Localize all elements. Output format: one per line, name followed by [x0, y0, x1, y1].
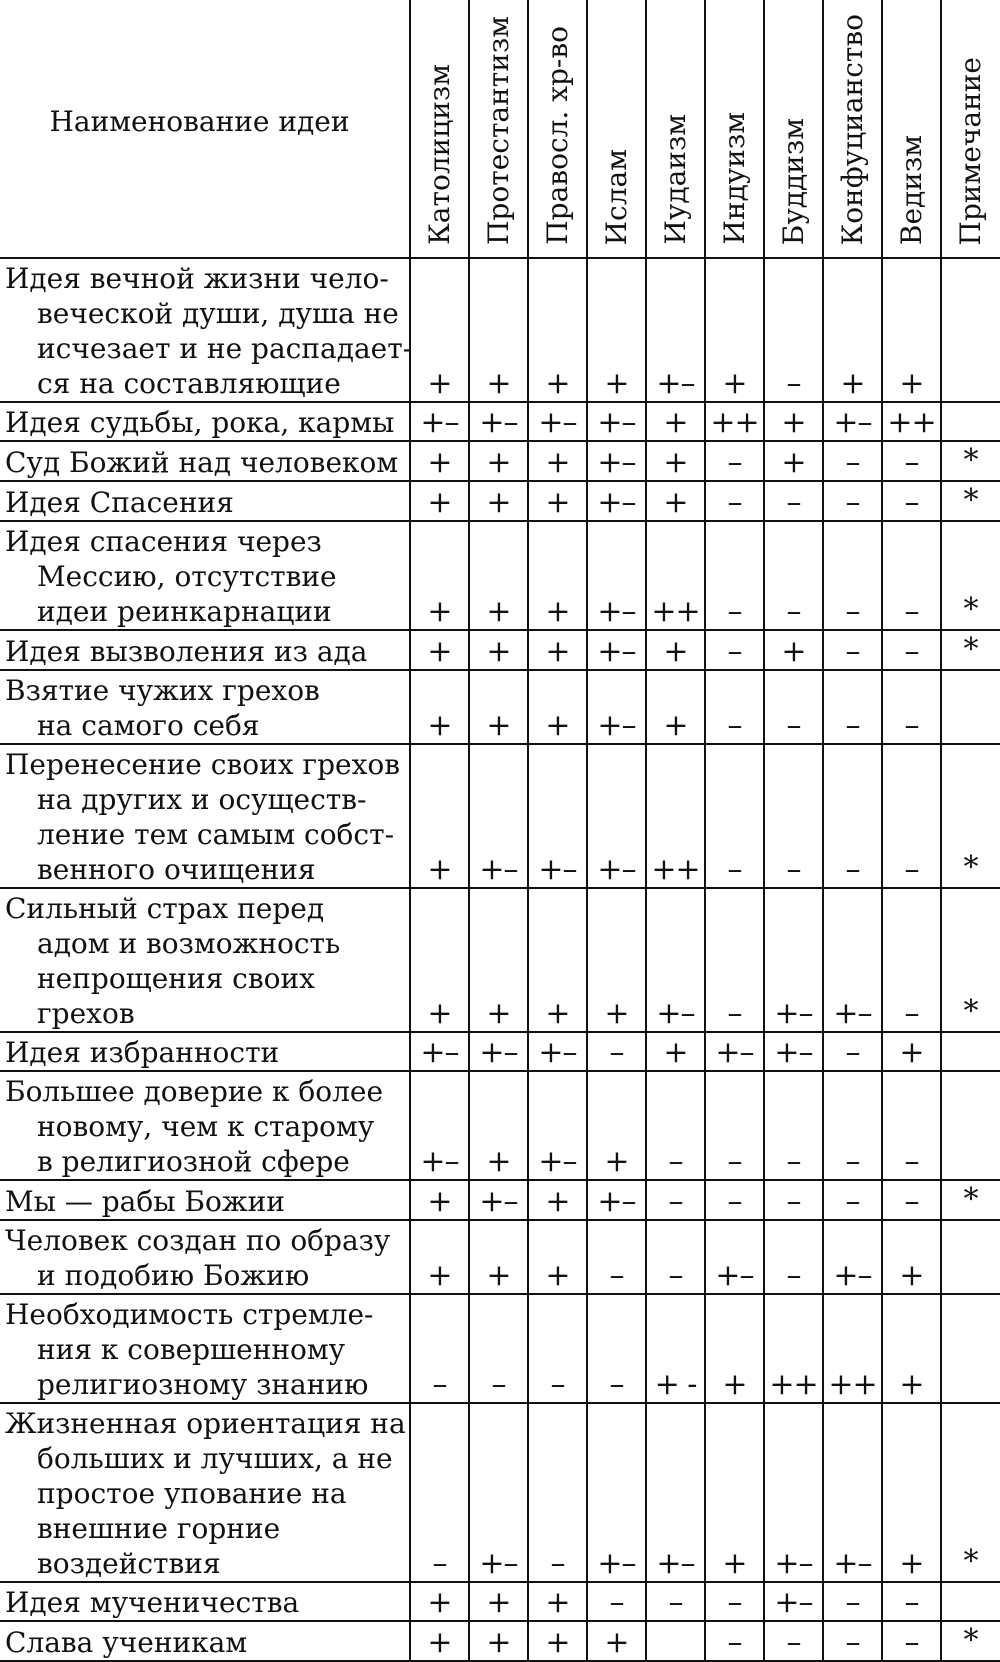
idea-name-line: религиозному знанию: [37, 1368, 369, 1401]
mark-cell: +–: [587, 670, 646, 744]
mark-cell: –: [646, 1220, 705, 1294]
mark-cell: –: [882, 744, 941, 888]
idea-name-cell: [0, 888, 410, 1032]
mark-cell: –: [882, 888, 941, 1032]
mark-cell: –: [764, 670, 823, 744]
mark-cell: –: [882, 521, 941, 630]
mark-cell: +: [469, 521, 528, 630]
mark-cell: –: [410, 1294, 469, 1403]
mark-cell: ++: [882, 402, 941, 441]
idea-name-line: Большее доверие к более: [5, 1075, 384, 1108]
mark-cell: +: [528, 258, 587, 402]
mark-cell: –: [764, 1621, 823, 1661]
idea-name-line: в религиозной сфере: [37, 1145, 350, 1178]
column-header-label: Ислам: [599, 148, 633, 245]
mark-cell: +: [705, 1294, 764, 1403]
column-header-orthodoxy: [528, 0, 587, 258]
mark-cell: +–: [764, 1032, 823, 1071]
idea-name-line: Мессию, отсутствие: [37, 560, 337, 593]
mark-cell: –: [823, 441, 882, 481]
idea-name-line: непрощения своих: [37, 962, 315, 995]
mark-cell: +: [764, 441, 823, 481]
mark-cell: +: [587, 888, 646, 1032]
mark-cell: +: [410, 630, 469, 670]
column-header-buddhism: [764, 0, 823, 258]
idea-name-line: Жизненная ориентация на: [5, 1407, 406, 1440]
table-row: [0, 441, 1000, 481]
mark-cell: +–: [705, 1032, 764, 1071]
idea-name-header: Наименование идеи: [0, 0, 410, 258]
mark-cell: +–: [587, 1403, 646, 1582]
note-cell: *: [941, 521, 1000, 630]
mark-cell: +: [528, 888, 587, 1032]
column-header-label: Протестантизм: [481, 16, 515, 245]
mark-cell: +–: [705, 1220, 764, 1294]
table-row: [0, 521, 1000, 630]
idea-name-line: грехов: [37, 997, 135, 1030]
column-header-hinduism: [705, 0, 764, 258]
mark-cell: +: [410, 1220, 469, 1294]
column-header-note: [941, 0, 1000, 258]
mark-cell: –: [823, 481, 882, 521]
idea-name-line: Идея спасения через: [5, 525, 322, 558]
mark-cell: +: [646, 670, 705, 744]
idea-name-line: Идея вечной жизни чело-: [5, 262, 389, 295]
mark-cell: +: [528, 1621, 587, 1661]
mark-cell: +–: [587, 630, 646, 670]
mark-cell: +–: [764, 888, 823, 1032]
mark-cell: +: [469, 630, 528, 670]
mark-cell: +: [528, 1180, 587, 1220]
mark-cell: +: [528, 481, 587, 521]
idea-name-line: простое упование на: [37, 1477, 347, 1510]
mark-cell: +: [469, 1220, 528, 1294]
mark-cell: +: [410, 670, 469, 744]
idea-name-cell: [0, 258, 413, 402]
header-row: [0, 0, 1000, 258]
mark-cell: +: [410, 744, 469, 888]
mark-cell: +–: [410, 1071, 469, 1180]
mark-cell: –: [528, 1403, 587, 1582]
idea-name-line: на самого себя: [37, 709, 260, 742]
idea-name-line: на других и осуществ-: [37, 783, 367, 816]
mark-cell: +: [764, 402, 823, 441]
idea-name-line: ния к совершенному: [37, 1333, 346, 1366]
mark-cell: +: [587, 258, 646, 402]
mark-cell: –: [882, 1071, 941, 1180]
idea-name-cell: [0, 441, 410, 481]
mark-cell: –: [587, 1032, 646, 1071]
mark-cell: +–: [587, 402, 646, 441]
mark-cell: +: [410, 888, 469, 1032]
mark-cell: +: [646, 402, 705, 441]
idea-name-cell: [0, 630, 410, 670]
note-cell: [941, 1294, 1000, 1403]
mark-cell: +: [528, 441, 587, 481]
mark-cell: +: [528, 1220, 587, 1294]
mark-cell: –: [705, 670, 764, 744]
mark-cell: +–: [469, 1403, 528, 1582]
mark-cell: –: [705, 521, 764, 630]
idea-name-cell: [0, 1621, 410, 1661]
mark-cell: [646, 1621, 705, 1661]
idea-name-cell: [0, 1032, 410, 1071]
idea-name-line: Человек создан по образу: [5, 1224, 391, 1257]
column-header-label: Ведизм: [894, 134, 928, 245]
mark-cell: –: [823, 630, 882, 670]
table-row: [0, 630, 1000, 670]
mark-cell: +: [469, 1582, 528, 1621]
mark-cell: –: [823, 1582, 882, 1621]
mark-cell: –: [882, 1582, 941, 1621]
mark-cell: +–: [469, 402, 528, 441]
mark-cell: –: [823, 521, 882, 630]
mark-cell: +: [528, 670, 587, 744]
mark-cell: +: [705, 1403, 764, 1582]
mark-cell: –: [764, 1180, 823, 1220]
mark-cell: +–: [587, 521, 646, 630]
idea-name-line: венного очищения: [37, 853, 316, 886]
mark-cell: –: [882, 481, 941, 521]
idea-name-line: Перенесение своих грехов: [5, 748, 400, 781]
column-header-islam: [587, 0, 646, 258]
mark-cell: +–: [646, 1403, 705, 1582]
mark-cell: +–: [528, 1032, 587, 1071]
mark-cell: ++: [646, 521, 705, 630]
mark-cell: +–: [764, 1582, 823, 1621]
mark-cell: +–: [469, 1032, 528, 1071]
idea-name-cell: [0, 1403, 410, 1582]
mark-cell: –: [587, 1294, 646, 1403]
mark-cell: +–: [410, 1032, 469, 1071]
mark-cell: +: [469, 258, 528, 402]
idea-name-line: Мы — рабы Божии: [5, 1185, 285, 1218]
note-cell: [941, 1582, 1000, 1621]
column-header-label: Иудаизм: [658, 114, 692, 245]
idea-name-line: Необходимость стремле-: [5, 1298, 374, 1331]
column-header-label: Католицизм: [422, 64, 456, 245]
note-cell: *: [941, 1180, 1000, 1220]
table-row: [0, 670, 1000, 744]
mark-cell: +: [410, 1180, 469, 1220]
mark-cell: –: [764, 1071, 823, 1180]
mark-cell: –: [587, 1582, 646, 1621]
mark-cell: +: [528, 521, 587, 630]
mark-cell: ++: [823, 1294, 882, 1403]
mark-cell: –: [823, 1032, 882, 1071]
note-cell: *: [941, 481, 1000, 521]
mark-cell: +: [646, 630, 705, 670]
mark-cell: –: [528, 1294, 587, 1403]
mark-cell: +: [410, 1621, 469, 1661]
idea-name-line: Слава ученикам: [5, 1626, 248, 1659]
mark-cell: –: [823, 1180, 882, 1220]
mark-cell: +: [646, 481, 705, 521]
idea-name-line: исчезает и не распадает-: [37, 332, 413, 365]
column-header-vedism: [882, 0, 941, 258]
table-row: [0, 1071, 1000, 1180]
mark-cell: +: [469, 1071, 528, 1180]
mark-cell: +: [882, 1294, 941, 1403]
mark-cell: –: [823, 1071, 882, 1180]
idea-name-line: и подобию Божию: [37, 1259, 310, 1292]
idea-name-line: Суд Божий над человеком: [5, 446, 399, 479]
idea-name-line: новому, чем к старому: [37, 1110, 375, 1143]
idea-name-line: внешние горние: [37, 1512, 281, 1545]
mark-cell: +: [587, 1621, 646, 1661]
idea-name-line: Идея судьбы, рока, кармы: [5, 406, 395, 439]
idea-name-cell: [0, 402, 410, 441]
table-row: [0, 1180, 1000, 1220]
idea-name-line: веческой души, душа не: [37, 297, 399, 330]
note-cell: [941, 1032, 1000, 1071]
column-header-catholicism: [410, 0, 469, 258]
idea-name-line: Идея мученичества: [5, 1586, 300, 1619]
table-row: [0, 1403, 1000, 1582]
mark-cell: –: [764, 258, 823, 402]
mark-cell: –: [705, 744, 764, 888]
mark-cell: +: [469, 888, 528, 1032]
mark-cell: +: [882, 258, 941, 402]
note-cell: *: [941, 1621, 1000, 1661]
mark-cell: +–: [823, 888, 882, 1032]
mark-cell: –: [705, 1621, 764, 1661]
mark-cell: ++: [764, 1294, 823, 1403]
idea-name-line: больших и лучших, а не: [37, 1442, 393, 1475]
idea-name-cell: [0, 1220, 410, 1294]
mark-cell: +–: [646, 258, 705, 402]
mark-cell: –: [705, 481, 764, 521]
idea-name-line: Идея избранности: [5, 1036, 280, 1069]
table-row: [0, 258, 1000, 402]
mark-cell: –: [705, 441, 764, 481]
mark-cell: –: [823, 744, 882, 888]
idea-name-cell: [0, 481, 410, 521]
mark-cell: +: [823, 258, 882, 402]
mark-cell: +: [705, 258, 764, 402]
mark-cell: –: [882, 441, 941, 481]
idea-name-cell: [0, 1582, 410, 1621]
note-cell: [941, 1220, 1000, 1294]
mark-cell: +–: [469, 744, 528, 888]
idea-name-cell: [0, 1180, 410, 1220]
mark-cell: +: [764, 630, 823, 670]
note-cell: [941, 670, 1000, 744]
mark-cell: –: [764, 481, 823, 521]
mark-cell: +–: [528, 402, 587, 441]
idea-name-cell: [0, 1071, 410, 1180]
note-cell: [941, 402, 1000, 441]
mark-cell: +–: [528, 1071, 587, 1180]
column-header-label: Буддизм: [776, 117, 810, 245]
note-cell: *: [941, 441, 1000, 481]
mark-cell: –: [705, 1180, 764, 1220]
mark-cell: –: [587, 1220, 646, 1294]
table-row: [0, 744, 1000, 888]
idea-name-cell: [0, 1294, 410, 1403]
mark-cell: +: [469, 441, 528, 481]
table-row: [0, 1621, 1000, 1661]
mark-cell: +–: [646, 888, 705, 1032]
idea-name-line: Взятие чужих грехов: [5, 674, 320, 707]
mark-cell: +: [410, 441, 469, 481]
table-row: [0, 1032, 1000, 1071]
note-cell: [941, 1071, 1000, 1180]
mark-cell: –: [823, 670, 882, 744]
mark-cell: –: [469, 1294, 528, 1403]
mark-cell: –: [823, 1621, 882, 1661]
column-header-label: Конфуцианство: [835, 13, 869, 245]
mark-cell: –: [882, 670, 941, 744]
note-cell: *: [941, 744, 1000, 888]
mark-cell: –: [764, 1220, 823, 1294]
mark-cell: +–: [528, 744, 587, 888]
idea-name-cell: [0, 521, 410, 630]
mark-cell: –: [705, 888, 764, 1032]
mark-cell: +: [410, 258, 469, 402]
mark-cell: –: [882, 1621, 941, 1661]
column-header-label: Примечание: [954, 56, 987, 245]
mark-cell: ++: [705, 402, 764, 441]
idea-name-cell: [0, 744, 410, 888]
mark-cell: +: [410, 1582, 469, 1621]
idea-name-line: Идея вызволения из ада: [5, 635, 368, 668]
table-row: [0, 481, 1000, 521]
mark-cell: +–: [823, 1220, 882, 1294]
mark-cell: +–: [764, 1403, 823, 1582]
table-row: [0, 1220, 1000, 1294]
mark-cell: –: [705, 1582, 764, 1621]
idea-name-line: воздействия: [37, 1547, 221, 1580]
note-cell: *: [941, 888, 1000, 1032]
mark-cell: –: [410, 1403, 469, 1582]
idea-name-cell: [0, 670, 410, 744]
idea-name-line: ление тем самым собст-: [37, 818, 395, 851]
mark-cell: +–: [410, 402, 469, 441]
mark-cell: +–: [587, 744, 646, 888]
idea-name-line: Сильный страх перед: [5, 892, 325, 925]
column-header-judaism: [646, 0, 705, 258]
mark-cell: –: [705, 1071, 764, 1180]
mark-cell: +: [528, 1582, 587, 1621]
mark-cell: + -: [646, 1294, 705, 1403]
idea-name-line: Идея Спасения: [5, 486, 234, 519]
mark-cell: –: [764, 744, 823, 888]
mark-cell: +–: [823, 1403, 882, 1582]
mark-cell: +: [469, 670, 528, 744]
mark-cell: +: [410, 521, 469, 630]
mark-cell: +: [410, 481, 469, 521]
idea-name-line: адом и возможность: [37, 927, 341, 960]
table-row: [0, 888, 1000, 1032]
table-row: [0, 1582, 1000, 1621]
mark-cell: –: [705, 630, 764, 670]
mark-cell: +–: [587, 1180, 646, 1220]
mark-cell: +: [646, 441, 705, 481]
mark-cell: +–: [587, 441, 646, 481]
mark-cell: +: [882, 1403, 941, 1582]
mark-cell: +–: [823, 402, 882, 441]
table-body: [0, 258, 1000, 1661]
mark-cell: +: [469, 1621, 528, 1661]
note-cell: *: [941, 1403, 1000, 1582]
mark-cell: –: [764, 521, 823, 630]
mark-cell: +: [528, 630, 587, 670]
mark-cell: +: [646, 1032, 705, 1071]
column-header-label: Правосл. хр-во: [540, 26, 574, 245]
table-row: [0, 402, 1000, 441]
note-cell: *: [941, 630, 1000, 670]
column-header-label: Индуизм: [717, 112, 751, 245]
column-header-protestantism: [469, 0, 528, 258]
mark-cell: +: [469, 481, 528, 521]
mark-cell: –: [646, 1071, 705, 1180]
mark-cell: –: [646, 1180, 705, 1220]
idea-name-line: ся на составляющие: [37, 367, 341, 400]
mark-cell: +–: [587, 481, 646, 521]
mark-cell: +: [587, 1071, 646, 1180]
mark-cell: ++: [646, 744, 705, 888]
idea-name-line: идеи реинкарнации: [37, 595, 332, 628]
mark-cell: –: [882, 1180, 941, 1220]
column-header-confucianism: [823, 0, 882, 258]
table-row: [0, 1294, 1000, 1403]
mark-cell: –: [882, 630, 941, 670]
mark-cell: +: [882, 1032, 941, 1071]
mark-cell: +–: [469, 1180, 528, 1220]
mark-cell: +: [882, 1220, 941, 1294]
note-cell: [941, 258, 1000, 402]
mark-cell: –: [646, 1582, 705, 1621]
